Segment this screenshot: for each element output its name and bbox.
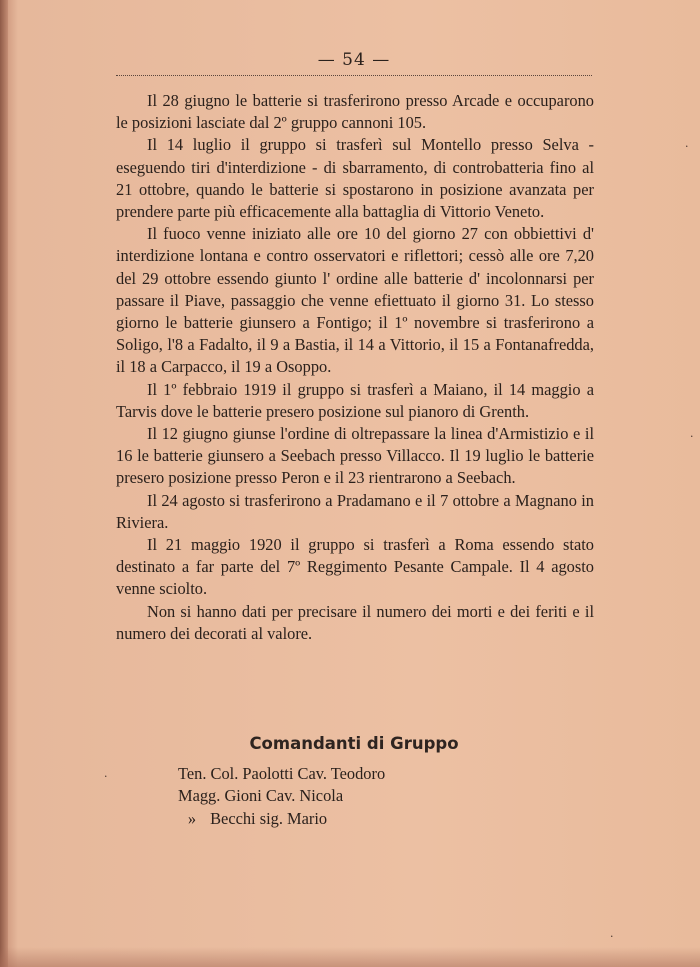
commander-rank: Ten. Col. [178,764,239,783]
paper-speck: · [690,430,694,443]
paper-speck: · [685,140,689,153]
commander-row [178,785,385,807]
paper-speck: · [610,930,614,943]
commander-name: Gioni Cav. Nicola [224,786,344,806]
header-rule [116,75,592,76]
page-number: — 54 — [317,50,391,70]
paragraph: Il 28 giugno le batterie si trasferirono presso Arcade e occuparono le posizioni lasciate dal 2º gruppo cannoni 105. [116,91,594,133]
book-spine [0,0,8,967]
commanders-list [178,763,385,830]
paragraph: Il 1º febbraio 1919 il gruppo si trasferì a Maiano, il 14 maggio a Tarvis dove le batterie presero posizione sul pianoro di Grenth. [116,379,594,421]
section-title: Comandanti di Gruppo [249,734,459,753]
body-text [116,90,594,645]
paragraph: Il 12 giugno giunse l'ordine di oltrepassare la linea d'Armistizio e il 16 le batterie giunsero a Seebach presso Villacco. Il 19 luglio le batterie presero posizione presso Peron e il 23 rientrarono a Seebach. [116,424,594,488]
commander-name: Becchi sig. Mario [210,808,328,828]
paragraph: Non si hanno dati per precisare il numero dei morti e dei feriti e il numero dei decorati al valore. [116,601,594,643]
ditto-mark: » [187,808,197,828]
commander-row [178,808,385,830]
commander-row [178,763,385,785]
paper-speck: · [104,770,108,783]
paragraph: Il 21 maggio 1920 il gruppo si trasferì a Roma essendo stato destinato a far parte del 7º Reggimento Pesante Campale. Il 4 agosto venne sciolto. [116,535,594,599]
paragraph: Il 24 agosto si trasferirono a Pradamano e il 7 ottobre a Magnano in Riviera. [116,490,594,532]
commander-name: Paolotti Cav. Teodoro [242,764,386,783]
paragraph: Il 14 luglio il gruppo si trasferì sul Montello presso Selva - eseguendo tiri d'interdizione - di sbarramento, di controbatteria fino al 21 ottobre, quando le batterie si spostarono in posizione avanzata per prendere parte più efficacemente alla battaglia di Vittorio Veneto. [116,135,594,222]
page-bottom-edge [0,947,700,967]
commander-rank: Magg. [178,786,221,806]
paragraph: Il fuoco venne iniziato alle ore 10 del giorno 27 con obbiettivi d' interdizione lontana e contro osservatori e riflettori; cessò alle ore 7,20 del 29 ottobre essendo giunto l' ordine alle batterie d' incolonnarsi per passare il Piave, passaggio che venne efiettuato il giorno 31. Lo stesso giorno le batterie giunsero a Fontigo; il 1º novembre si trasferirono a Soligo, l'8 a Fadalto, il 9 a Bastia, il 14 a Vittorio, il 15 a Fontanafredda, il 18 a Carpacco, il 19 a Osoppo. [116,224,594,377]
